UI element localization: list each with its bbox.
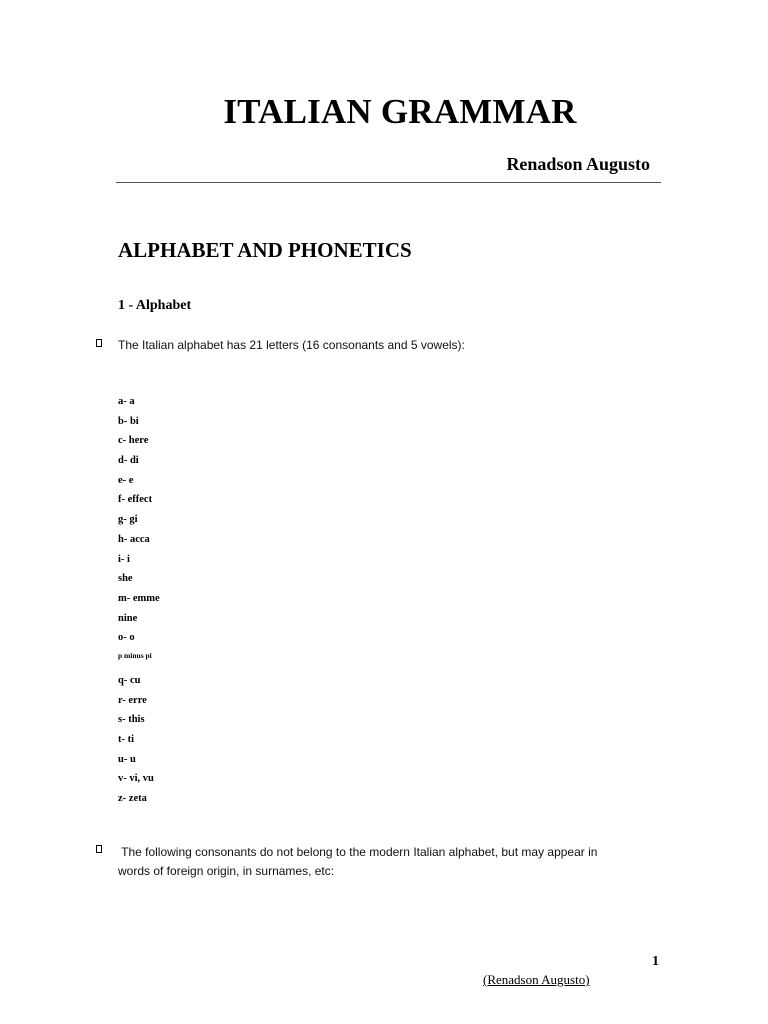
alphabet-list-item: z- zeta <box>118 793 147 805</box>
alphabet-list-item: a- a <box>118 396 135 407</box>
alphabet-list-item: she <box>118 573 133 585</box>
alphabet-list-item: nine <box>118 612 138 624</box>
intro-paragraph: The Italian alphabet has 21 letters (16 consonants and 5 vowels): <box>118 338 465 352</box>
alphabet-list-item: d- di <box>118 455 139 467</box>
alphabet-list-item: t- ti <box>118 734 135 745</box>
page-number: 1 <box>652 954 659 969</box>
alphabet-list-item: u- u <box>118 753 136 765</box>
checkbox-bullet-icon <box>96 339 102 347</box>
subsection-heading: 1 - Alphabet <box>118 298 192 313</box>
document-author: Renadson Augusto <box>506 154 650 174</box>
alphabet-list-item: q- cu <box>118 674 141 686</box>
alphabet-list <box>118 394 160 811</box>
note-paragraph-line: words of foreign origin, in surnames, etc: <box>118 864 335 878</box>
alphabet-list-item: f- effect <box>118 494 153 506</box>
alphabet-list-item: r- erre <box>118 694 147 706</box>
alphabet-list-item: h- acca <box>118 533 150 545</box>
alphabet-list-item: c- here <box>118 435 149 447</box>
alphabet-list-item: o- o <box>118 632 135 644</box>
alphabet-list-item: b- bi <box>118 415 139 427</box>
footer-author: (Renadson Augusto) <box>483 972 590 987</box>
alphabet-list-item: i- i <box>118 553 130 565</box>
alphabet-list-item: p minus pi <box>118 650 152 660</box>
section-heading: ALPHABET AND PHONETICS <box>118 238 412 262</box>
alphabet-list-item: s- this <box>118 714 145 726</box>
alphabet-list-item: m- emme <box>118 592 160 604</box>
note-paragraph-line: The following consonants do not belong to the modern Italian alphabet, but may appear in <box>118 845 598 859</box>
checkbox-bullet-icon <box>96 845 102 853</box>
alphabet-list-item: g- gi <box>118 514 138 526</box>
title-divider <box>116 182 661 183</box>
alphabet-list-item: v- vi, vu <box>118 773 154 785</box>
alphabet-list-item: e- e <box>118 474 134 486</box>
document-title: ITALIAN GRAMMAR <box>223 92 577 131</box>
